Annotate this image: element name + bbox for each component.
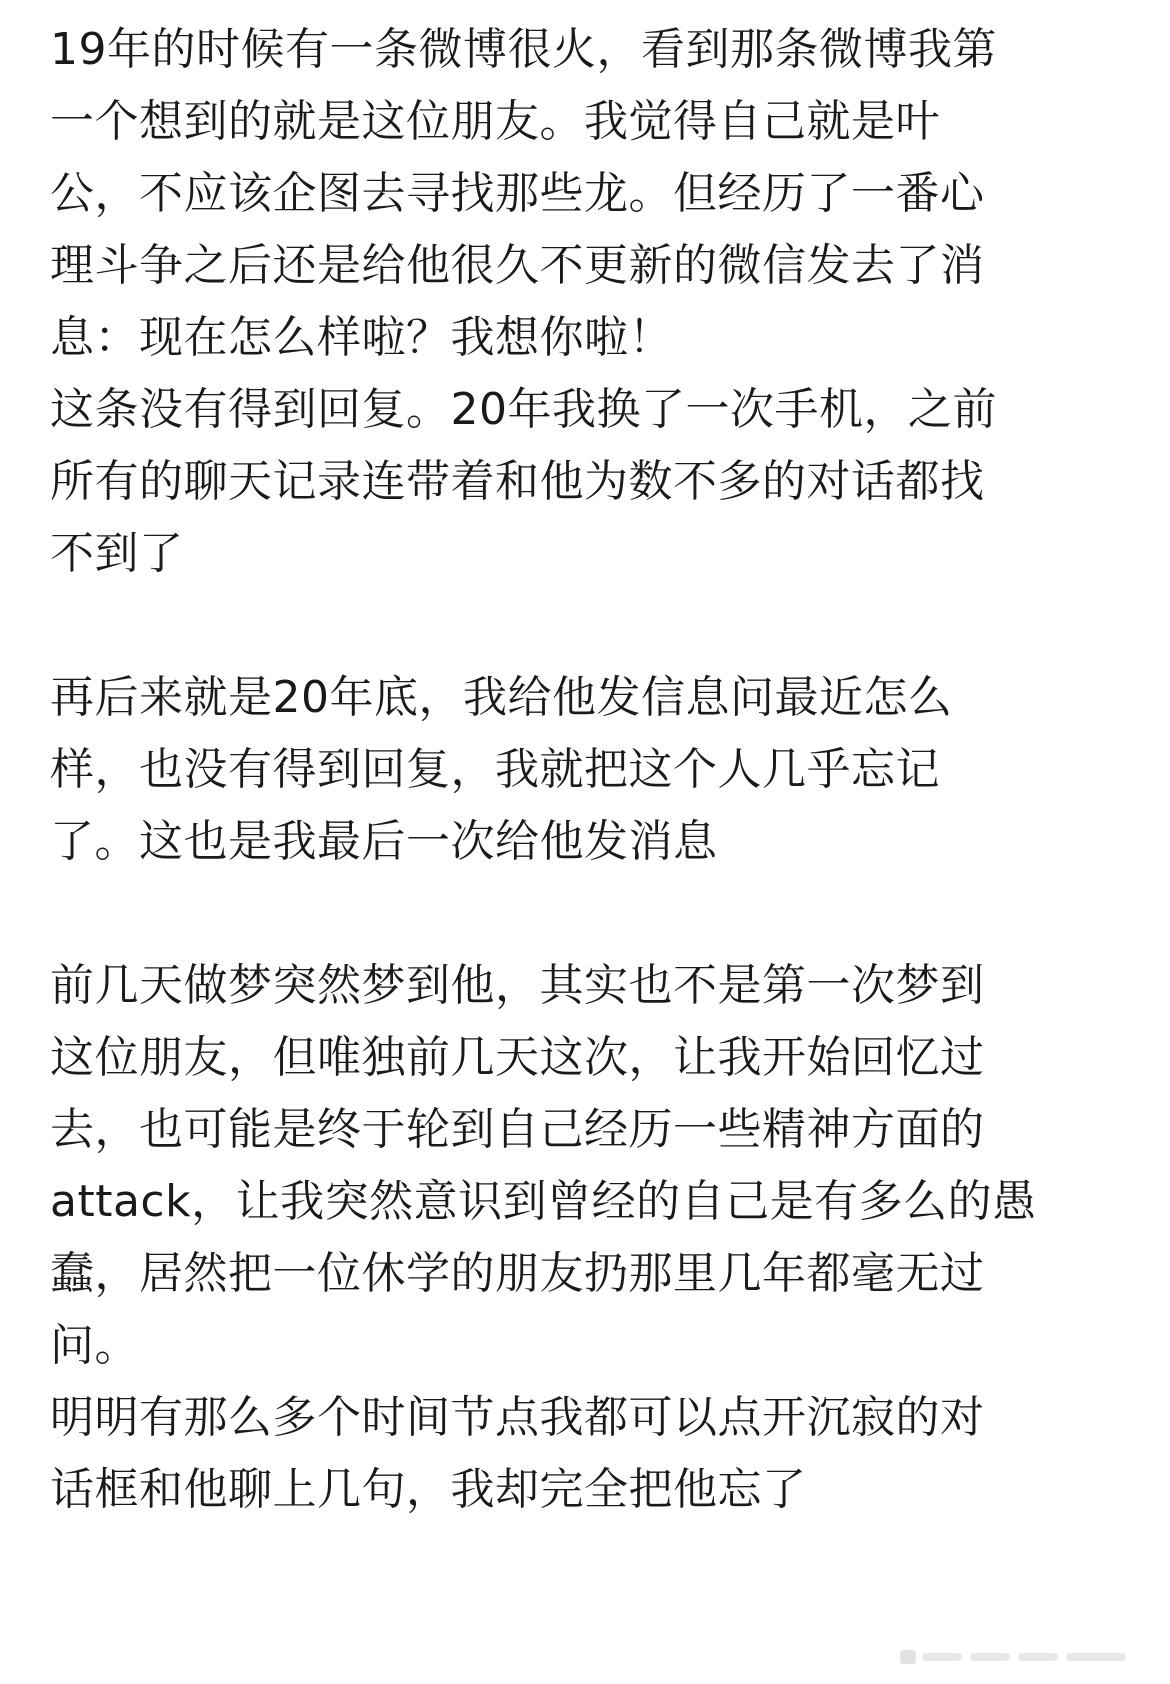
- paragraph-1: [50, 14, 1120, 374]
- text-line: 去，也可能是终于轮到自己经历一些精神方面的: [50, 1104, 985, 1155]
- paragraph-3: [50, 662, 1120, 878]
- text-line: 这位朋友，但唯独前几天这次，让我开始回忆过: [50, 1032, 985, 1083]
- text-line: 问。: [50, 1320, 139, 1371]
- text-line: 明明有那么多个时间节点我都可以点开沉寂的对: [50, 1392, 985, 1443]
- paragraph-2: [50, 374, 1120, 590]
- paragraph-5: [50, 1382, 1120, 1526]
- text-line: 再后来就是20年底，我给他发信息问最近怎么: [50, 672, 953, 723]
- text-line: 公，不应该企图去寻找那些龙。但经历了一番心: [50, 168, 985, 219]
- text-line: 理斗争之后还是给他很久不更新的微信发去了消: [50, 240, 985, 291]
- text-line: attack，让我突然意识到曾经的自己是有多么的愚: [50, 1176, 1037, 1227]
- paragraph-4: [50, 950, 1120, 1382]
- text-line: 19年的时候有一条微博很火，看到那条微博我第: [50, 24, 997, 75]
- text-line: 了。这也是我最后一次给他发消息: [50, 816, 718, 867]
- text-line: 前几天做梦突然梦到他，其实也不是第一次梦到: [50, 960, 985, 1011]
- text-line: 不到了: [50, 528, 184, 579]
- text-line: 所有的聊天记录连带着和他为数不多的对话都找: [50, 456, 985, 507]
- text-line: 蠢，居然把一位休学的朋友扔那里几年都毫无过: [50, 1248, 985, 1299]
- text-line: 息：现在怎么样啦？我想你啦！: [50, 312, 673, 363]
- text-line: 一个想到的就是这位朋友。我觉得自己就是叶: [50, 96, 940, 147]
- text-line: 话框和他聊上几句，我却完全把他忘了: [50, 1464, 807, 1515]
- post-body: [50, 14, 1120, 1526]
- watermark-logo: [900, 1644, 1130, 1670]
- text-line: 样，也没有得到回复，我就把这个人几乎忘记: [50, 744, 940, 795]
- text-line: 这条没有得到回复。20年我换了一次手机，之前: [50, 384, 997, 435]
